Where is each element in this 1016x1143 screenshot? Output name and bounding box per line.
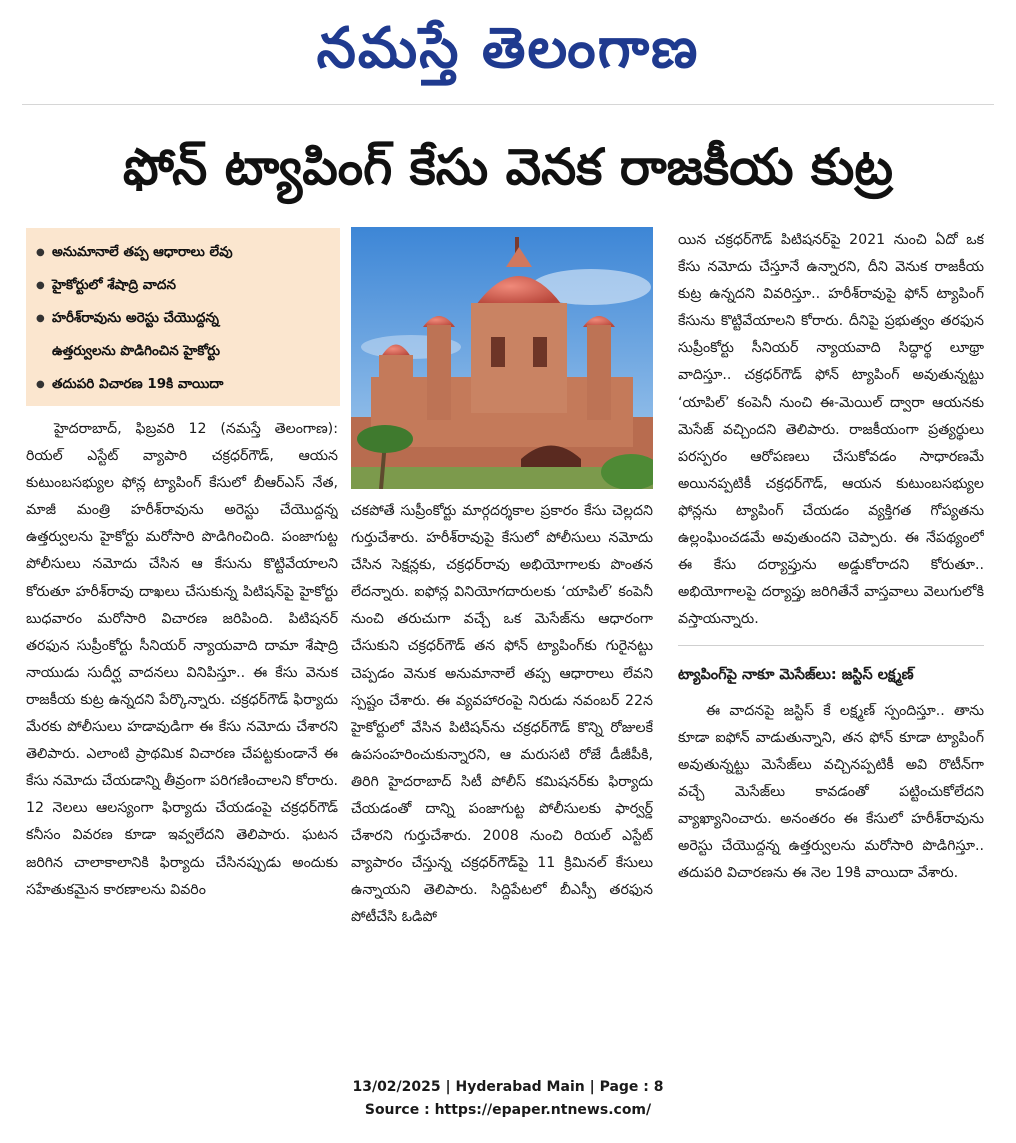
article-paragraph: ఈ వాదనపై జస్టిస్ కే లక్ష్మణ్ స్పందిస్తూ.. తాను కూడా ఐఫోన్ వాడుతున్నాని, తన ఫోన్ కూడా ట్యాపింగ్ అవుతున్నట్టు మెసేజ్‌లు వచ్చినప్పటికీ అవి రొటీన్‌గా వచ్చే మెసేజ్‌లు కావడంతో పట్టించుకోలేదని వ్యాఖ్యానించారు. అనంతరం ఈ కేసులో హరీశ్‌రావును అరెస్టు చేయొద్దన్న ఉత్తర్వులను మరోసారి పొడిగిస్తూ.. తదుపరి విచారణను ఈ నెల 19కి వాయిదా వేశారు. xyxy=(678,702,984,882)
highlight-item: ● అనుమానాలే తప్ప ఆధారాలు లేవు xyxy=(34,236,332,269)
article-paragraph: హైదరాబాద్, ఫిబ్రవరి 12 (నమస్తే తెలంగాణ): రియల్ ఎస్టేట్ వ్యాపారి చక్రధర్‌గౌడ్, ఆయన కుటుంబసభ్యుల ఫోన్ల ట్యాపింగ్ కేసులో బీఆర్‌ఎస్ నేత, మాజీ మంత్రి హరీశ్‌రావును అరెస్టు చేయొద్దన్న ఉత్తర్వులను హైకోర్టు మరోసారి పొడిగించింది. పంజాగుట్ట పోలీసులు నమోదు చేసిన ఆ కేసును కొట్టివేయాలని కోరుతూ హరీశ్‌రావు దాఖలు చేసుకున్న పిటిషన్‌పై హైకోర్టు బుధవారం మరోసారి విచారణ జరిపింది. పిటిషనర్ తరఫున సుప్రీంకోర్టు సీనియర్ న్యాయవాది దామా శేషాద్రి నాయుడు సుదీర్ఘ వాదనలు వినిపిస్తూ.. ఈ కేసు వెనుక రాజకీయ కుట్ర ఉన్నదని పేర్కొన్నారు. చక్రధర్‌గౌడ్ ఫిర్యాదు మేరకు పోలీసులు హడావుడిగా ఈ కేసు నమోదు చేశారని తెలిపారు. ఎలాంటి ప్రాథమిక విచారణ చేపట్టకుండానే ఈ కేసు నమోదు చేయడాన్ని తీవ్రంగా పరిగణించాలని కోరారు. 12 నెలలు ఆలస్యంగా ఫిర్యాదు చేయడంపై చక్రధర్‌గౌడ్ కనీసం వివరణ కూడా ఇవ్వలేదని తెలిపారు. ఘటన జరిగిన చాలాకాలానికి ఫిర్యాదు చేసినప్పుడు అందుకు సహేతుకమైన కారణాలను వివరిం xyxy=(26,421,338,898)
article-column-2 xyxy=(351,498,653,1054)
highlight-line: ● హరీశ్‌రావును అరెస్టు చేయొద్దన్న xyxy=(52,310,219,326)
high-court-photo xyxy=(351,227,653,489)
footer-edition-info: 13/02/2025 | Hyderabad Main | Page : 8 xyxy=(352,1079,664,1095)
article-headline: ఫోన్ ట్యాపింగ్ కేసు వెనక రాజకీయ కుట్ర xyxy=(123,138,893,196)
masthead-divider xyxy=(22,104,994,105)
article-paragraph: చకపోతే సుప్రీంకోర్టు మార్గదర్శకాల ప్రకారం కేసు చెల్లదని గుర్తుచేశారు. హరీశ్‌రావుపై కేసులో పోలీసులు నమోదు చేసిన సెక్షన్లకు, చక్రధర్‌రావు అభియోగాలకు పొంతన లేదన్నారు. ఐఫోన్ల వినియోగదారులకు ‘యాపిల్’ కంపెనీ నుంచి తరుచుగా వచ్చే ఒక మెసేజ్‌ను ఆధారంగా చేసుకుని చక్రధర్‌గౌడ్ తన ఫోన్ ట్యాపింగ్‌కు గురైనట్టు చెప్పడం వెనుక అనుమానాలే తప్ప ఆధారాలు లేవని స్పష్టం చేశారు. ఈ వ్యవహారంపై నిరుడు నవంబర్ 22న హైకోర్టులో వేసిన పిటిషన్‌ను చక్రధర్‌గౌడ్ కొన్ని రోజులకే ఉపసంహరించుకున్నారని, ఆ మరుసటి రోజే డీజీపీకి, తిరిగి హైదరాబాద్ సిటీ పోలీస్ కమిషనర్‌కు ఫిర్యాదు చేయడంతో దాన్ని పంజాగుట్ట పోలీసులకు ఫార్వర్డ్ చేశారని గుర్తుచేశారు. 2008 నుంచి రియల్ ఎస్టేట్ వ్యాపారం చేస్తున్న చక్రధర్‌గౌడ్‌పై 11 క్రిమినల్ కేసులు ఉన్నాయని తెలిపారు. సిద్దిపేటలో బీఎస్పీ తరఫున పోటీచేసి ఓడిపో xyxy=(351,503,653,926)
article-column-3 xyxy=(678,227,984,1055)
masthead-title: నమస్తే తెలంగాణ xyxy=(316,15,700,81)
highlight-item: ● హైకోర్టులో శేషాద్రి వాదన xyxy=(34,269,332,302)
high-court-illustration xyxy=(351,227,653,489)
footer-source: Source : https://epaper.ntnews.com/ xyxy=(364,1102,652,1118)
article-column-1 xyxy=(26,416,338,1054)
masthead xyxy=(0,8,1016,88)
highlights-box xyxy=(26,228,340,406)
section-divider xyxy=(678,645,984,646)
highlight-item: ● తదుపరి విచారణ 19కి వాయిదా xyxy=(34,368,332,401)
article-subheading: ట్యాపింగ్‌పై నాకూ మెసేజ్‌లు: జస్టిస్ లక్ష్మణ్ xyxy=(678,667,914,684)
article-paragraph: యిన చక్రధర్‌గౌడ్ పిటిషనర్‌పై 2021 నుంచి ఏదో ఒక కేసు నమోదు చేస్తూనే ఉన్నారని, దీని వెనుక రాజకీయ కుట్ర ఉన్నదని వివరిస్తూ.. హరీశ్‌రావుపై ఫోన్ ట్యాపింగ్ కేసును కొట్టివేయాలని కోరారు. దీనిపై ప్రభుత్వం తరఫున సుప్రీంకోర్టు సీనియర్ న్యాయవాది సిద్ధార్థ లూథ్రా వాదిస్తూ.. చక్రధర్‌గౌడ్ ఫోన్ ట్యాపింగ్ అవుతున్నట్టు ‘యాపిల్’ కంపెనీ నుంచి ఈ-మెయిల్ ద్వారా ఆయనకు మెసేజ్ వచ్చిందని తెలిపారు. రాజకీయంగా ప్రత్యర్థులు పరస్పరం ఆరోపణలు చేసుకోవడం సాధారణమే అయినప్పటికీ చక్రధర్‌గౌడ్, ఆయన కుటుంబసభ్యుల ఫోన్లను ట్యాపింగ్ చేయడం వ్యక్తిగత గోప్యతను ఉల్లంఘించడమే అవుతుందని చెప్పారు. ఈ నేపథ్యంలో ఈ కేసు దర్యాప్తును అడ్డుకోరాదని కోరుతూ.. అభియోగాలపై దర్యాప్తు జరిగితేనే వాస్తవాలు వెలుగులోకి వస్తాయన్నారు. xyxy=(678,232,984,628)
highlight-line: ఉత్తర్వులను పొడిగించిన హైకోర్టు xyxy=(52,343,220,359)
highlight-item xyxy=(34,302,332,368)
